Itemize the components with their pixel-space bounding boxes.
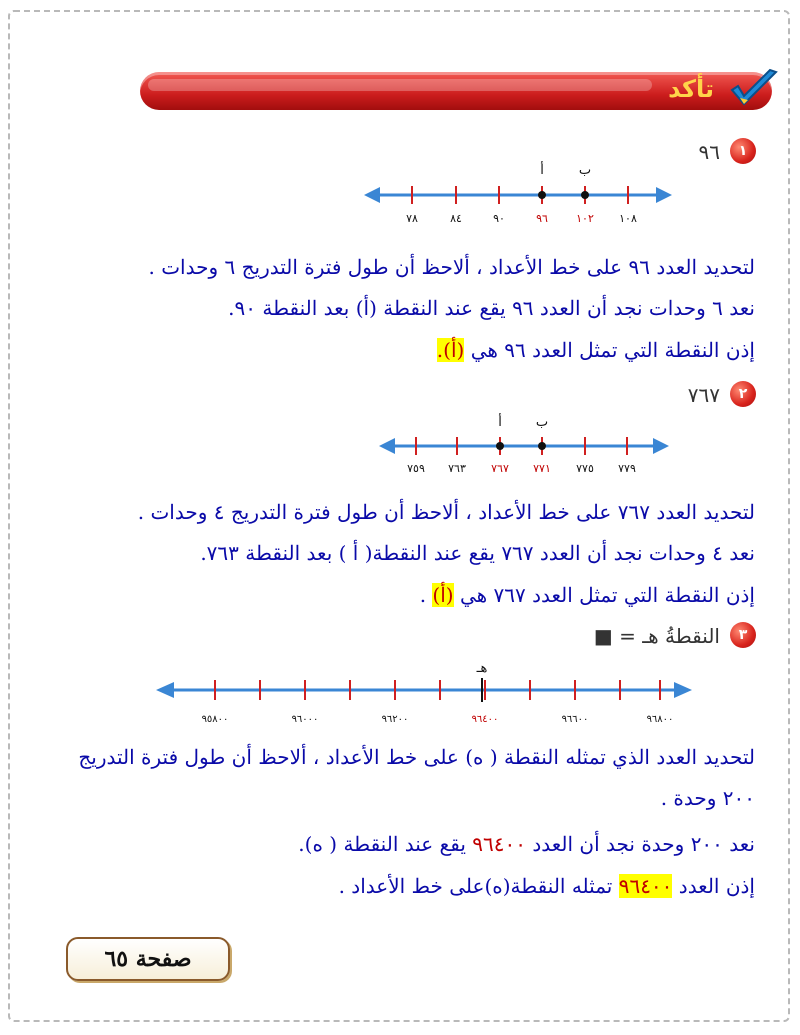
tick-label: ٩٦٦٠٠ [561,714,589,725]
checkmark-icon [726,68,782,112]
header-title: تأكد [668,75,714,103]
tick-label: ٩٦٨٠٠ [646,714,674,725]
page-number-box: صفحة ٦٥ [66,937,230,981]
tick-label: ٩٦٠٠٠ [291,714,319,725]
number-line-3 [150,660,700,728]
line-text: تمثله النقطة(ه)على خط الأعداد . [338,874,613,898]
problem-number-badge: ١ [730,138,756,164]
problem-number-badge: ٣ [730,622,756,648]
tick-label: ٧٦٣ [448,462,466,475]
conclusion-text: إذن النقطة التي تمثل العدد ٧٦٧ هي [459,583,755,607]
explanation-line: نعد ٤ وحدات نجد أن العدد ٧٦٧ يقع عند النقطة( أ ) بعد النقطة ٧٦٣. [200,541,755,565]
tick-label: ١٠٢ [576,212,594,225]
tick-label: ٩٠ [493,212,505,225]
problem-number-badge: ٢ [730,381,756,407]
tick-label: ٧٧٥ [576,462,594,475]
tick-label: ٧٧١ [533,462,551,475]
conclusion-line [420,583,755,607]
point-label-b: ب [535,415,549,430]
point-label-a: أ [540,163,544,178]
tick-label: ٧٦٧ [491,462,509,475]
tick-label: ٩٦٤٠٠ [471,714,499,725]
explanation-line: نعد ٦ وحدات نجد أن العدد ٩٦ يقع عند النقطة (أ) بعد النقطة ٩٠. [228,296,755,320]
answer-highlight: (أ) [432,583,454,607]
tick-label: ١٠٨ [619,212,637,225]
explanation-line: لتحديد العدد الذي تمثله النقطة ( ه) على خط الأعداد ، ألاحظ أن طول فترة التدريج [78,745,755,769]
header-banner [140,72,772,110]
conclusion-line [339,874,755,898]
explanation-line: لتحديد العدد ٩٦ على خط الأعداد ، ألاحظ أن طول فترة التدريج ٦ وحدات . [148,255,755,279]
explanation-line [298,832,755,856]
problem-label: ٩٦ [698,140,720,164]
tick-label: ٩٦ [536,212,548,225]
tick-label: ٧٧٩ [618,462,636,475]
line-text: يقع عند النقطة ( ه). [298,832,466,856]
answer-highlight: (أ). [436,338,465,362]
value-highlight: ٩٦٤٠٠ [618,874,673,898]
number-line-2 [375,412,675,478]
point-label-h: هـ [476,661,488,676]
problem-label: ٧٦٧ [687,383,720,407]
line-text: إذن العدد [678,874,755,898]
tick-label: ٧٥٩ [407,462,425,475]
tick-label: ٨٤ [450,212,462,225]
value-red: ٩٦٤٠٠ [472,832,526,856]
tick-label: ٩٥٨٠٠ [201,714,229,725]
number-line-1 [360,160,680,232]
banner-shine [148,79,652,91]
point-label-a: أ [498,415,502,430]
explanation-line: ٢٠٠ وحدة . [660,786,755,810]
problem-label: النقطةُ هـ = ■ [593,624,720,648]
explanation-line: لتحديد العدد ٧٦٧ على خط الأعداد ، ألاحظ أن طول فترة التدريج ٤ وحدات . [137,500,755,524]
conclusion-tail: . [419,583,433,607]
line-text: نعد ٢٠٠ وحدة نجد أن العدد [532,832,755,856]
conclusion-line [437,338,755,362]
tick-label: ٧٨ [406,212,418,225]
point-label-b: ب [578,163,592,178]
conclusion-text: إذن النقطة التي تمثل العدد ٩٦ هي [470,338,755,362]
tick-label: ٩٦٢٠٠ [381,714,409,725]
